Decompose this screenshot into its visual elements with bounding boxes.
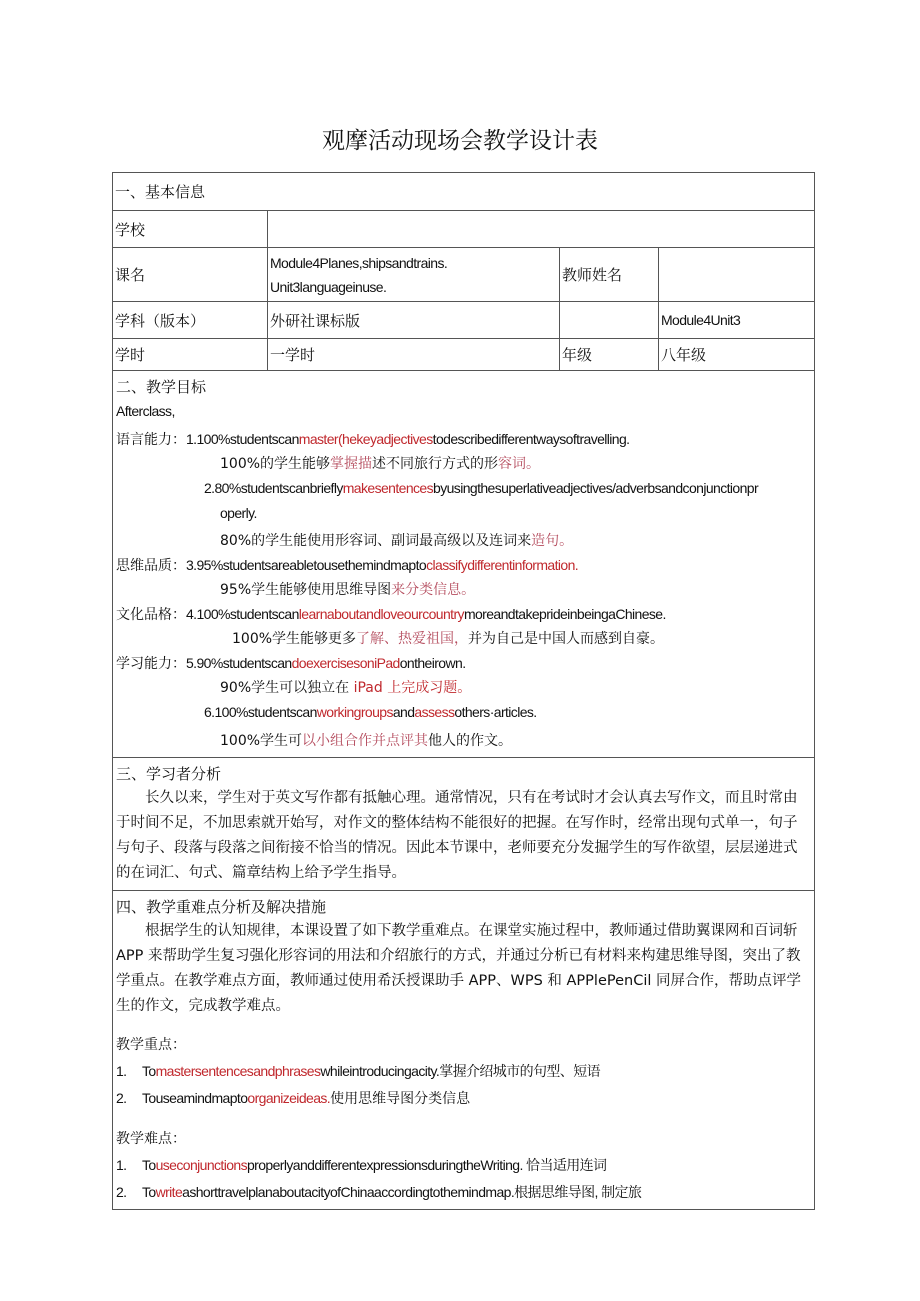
- text: To: [142, 1184, 156, 1200]
- course-value: [268, 248, 560, 301]
- course-line: Module4Planes,shipsandtrains.: [270, 254, 448, 271]
- text: 100%学生可: [220, 733, 303, 749]
- text: 述不同旅行方式的形: [372, 456, 499, 472]
- text: 并为自己是中国人而感到自豪。: [468, 631, 665, 647]
- text: makesentences: [342, 480, 434, 496]
- text: 造句。: [531, 533, 574, 549]
- empty-cell: [560, 302, 659, 338]
- text: 1.: [116, 1063, 127, 1079]
- goal-2-zh: [116, 529, 811, 553]
- text: 2.: [116, 1184, 127, 1200]
- goals-intro: Afterclass,: [116, 403, 175, 419]
- subject-label: 学科（版本）: [113, 302, 268, 338]
- text: moreandtakeprideinbeingaChinese.: [463, 606, 666, 622]
- goal-2: [116, 476, 811, 501]
- goal-5: [116, 651, 811, 676]
- grade-value: 八年级: [661, 346, 707, 364]
- goal-4: [116, 602, 811, 627]
- goal-1: [116, 427, 811, 452]
- text: 1.100%studentscan: [186, 431, 299, 447]
- goal-1-zh: [116, 452, 811, 476]
- hours-row: [113, 339, 814, 371]
- teacher-value[interactable]: [659, 248, 814, 301]
- focus-item: [116, 1086, 811, 1111]
- text: organizeideas.: [247, 1090, 331, 1106]
- goal-2-cont: operly.: [220, 505, 257, 521]
- text: 容词。: [498, 456, 541, 472]
- text: Touseamindmapto: [142, 1090, 248, 1106]
- subject-row: [113, 302, 814, 339]
- text: 90%学生可以独立在: [220, 680, 354, 696]
- text: 1.: [116, 1157, 127, 1173]
- teacher-label: 教师姓名: [560, 248, 659, 301]
- text: 掌握描: [330, 456, 373, 472]
- text: 4.100%studentscan: [186, 606, 299, 622]
- text: iPad 上完成习题。: [353, 680, 472, 696]
- design-table: [112, 172, 815, 1210]
- text: whileintroducingacity.掌握介绍城市的句型、短语: [320, 1063, 601, 1079]
- text: mastersentencesandphrases: [155, 1063, 321, 1079]
- key-points-section: [113, 891, 814, 1209]
- text: properlyanddifferentexpressionsduringtheWriting. 恰当适用连词: [247, 1157, 607, 1173]
- text: byusingthesuperlativeadjectives/adverbsandconjunctionpr: [433, 480, 759, 496]
- text: 2.: [116, 1090, 127, 1106]
- grade-label: 年级: [560, 339, 659, 370]
- difficulty-item: [116, 1180, 811, 1205]
- text: 他人的作文。: [428, 733, 513, 749]
- unit-value: Module4Unit3: [661, 312, 741, 328]
- text: master(hekeyadjectives: [298, 431, 433, 447]
- text: To: [142, 1063, 156, 1079]
- difficulty-item: [116, 1153, 811, 1178]
- goal-6: [116, 700, 811, 725]
- school-label: 学校: [113, 211, 268, 247]
- goal-label: 文化品格：: [116, 607, 186, 623]
- text: 使用思维导图分类信息: [330, 1091, 471, 1107]
- focus-item: [116, 1059, 811, 1084]
- section-heading: 三、学习者分析: [116, 765, 222, 783]
- basic-info-header-row: [113, 173, 814, 211]
- text: 80%的学生能使用形容词、副词最高级以及连词来: [220, 533, 532, 549]
- course-line: Unit3languageinuse.: [270, 278, 387, 295]
- hours-label: 学时: [113, 339, 268, 370]
- key-points-text: 根据学生的认知规律，本课设置了如下教学重难点。在课堂实施过程中，教师通过借助翼课网和百词斩 APP 来帮助学生复习强化形容词的用法和介绍旅行的方式，并通过分析已有材料来构建思维导图，突出了教学重点。在教学难点方面，教师通过使用希沃授课助手 APP、WPS 和 APPlePenCil 同屏合作，帮助点评学生的作文，完成教学难点。: [116, 923, 802, 1014]
- document-title: 观摩活动现场会教学设计表: [322, 128, 598, 154]
- section-heading: 一、基本信息: [115, 183, 206, 201]
- course-label: 课名: [113, 248, 268, 301]
- text: and: [392, 704, 415, 720]
- goal-3-zh: [116, 578, 811, 602]
- text: 5.90%studentscan: [186, 655, 292, 671]
- subject-value: 外研社课标版: [268, 302, 560, 338]
- goals-section: [113, 371, 814, 758]
- text: learnaboutandloveourcountry: [298, 606, 464, 622]
- text: assess: [414, 704, 455, 720]
- text: 3.95%studentsareabletousethemindmapto: [186, 557, 427, 573]
- school-value[interactable]: [268, 211, 814, 247]
- focus-label: 教学重点：: [116, 1037, 186, 1053]
- goal-4-zh: [116, 627, 811, 651]
- text: todescribedifferentwaysoftravelling.: [432, 431, 630, 447]
- text: workingroups: [316, 704, 393, 720]
- goal-label: 学习能力：: [116, 656, 186, 672]
- text: 95%学生能够使用思维导图: [220, 582, 392, 598]
- text: 100%的学生能够: [220, 456, 331, 472]
- text: To: [142, 1157, 156, 1173]
- goal-5-zh: [116, 676, 811, 700]
- text: ontheirown.: [399, 655, 466, 671]
- section-heading: 四、教学重难点分析及解决措施: [116, 898, 327, 916]
- section-heading: 二、教学目标: [116, 378, 207, 396]
- goal-6-zh: [116, 729, 811, 753]
- difficulty-label: 教学难点：: [116, 1131, 186, 1147]
- text: useconjunctions: [155, 1157, 247, 1173]
- text: classifydifferentinformation.: [426, 557, 579, 573]
- text: 以小组合作并点评其: [302, 733, 429, 749]
- hours-value: 一学时: [268, 339, 560, 370]
- course-row: [113, 248, 814, 302]
- text: ashorttravelplanaboutacityofChinaaccordingtothemindmap.根据思维导图, 制定旅: [182, 1184, 642, 1200]
- learner-analysis-section: [113, 758, 814, 891]
- learner-analysis-text: 长久以来，学生对于英文写作都有抵触心理。通常情况，只有在考试时才会认真去写作文，而且时常由于时间不足，不加思索就开始写，对作文的整体结构不能很好的把握。在写作时，经常出现句式单一，句子与句子、段落与段落之间衔接不恰当的情况。因此本节课中，老师要充分发掘学生的写作欲望，层层递进式的在词汇、句式、篇章结构上给予学生指导。: [116, 790, 798, 881]
- text: write: [155, 1184, 183, 1200]
- text: 2.80%studentscanbriefly: [204, 480, 343, 496]
- text: 6.100%studentscan: [204, 704, 317, 720]
- goal-3: [116, 553, 811, 578]
- text: 100%学生能够更多: [232, 631, 357, 647]
- text: 了解、热爱祖国，: [356, 631, 469, 647]
- text: 来分类信息。: [391, 582, 476, 598]
- text: doexercisesoniPad: [291, 655, 400, 671]
- goal-label: 语言能力：: [116, 432, 186, 448]
- goal-label: 思维品质：: [116, 558, 186, 574]
- text: others·articles.: [454, 704, 537, 720]
- school-row: [113, 211, 814, 248]
